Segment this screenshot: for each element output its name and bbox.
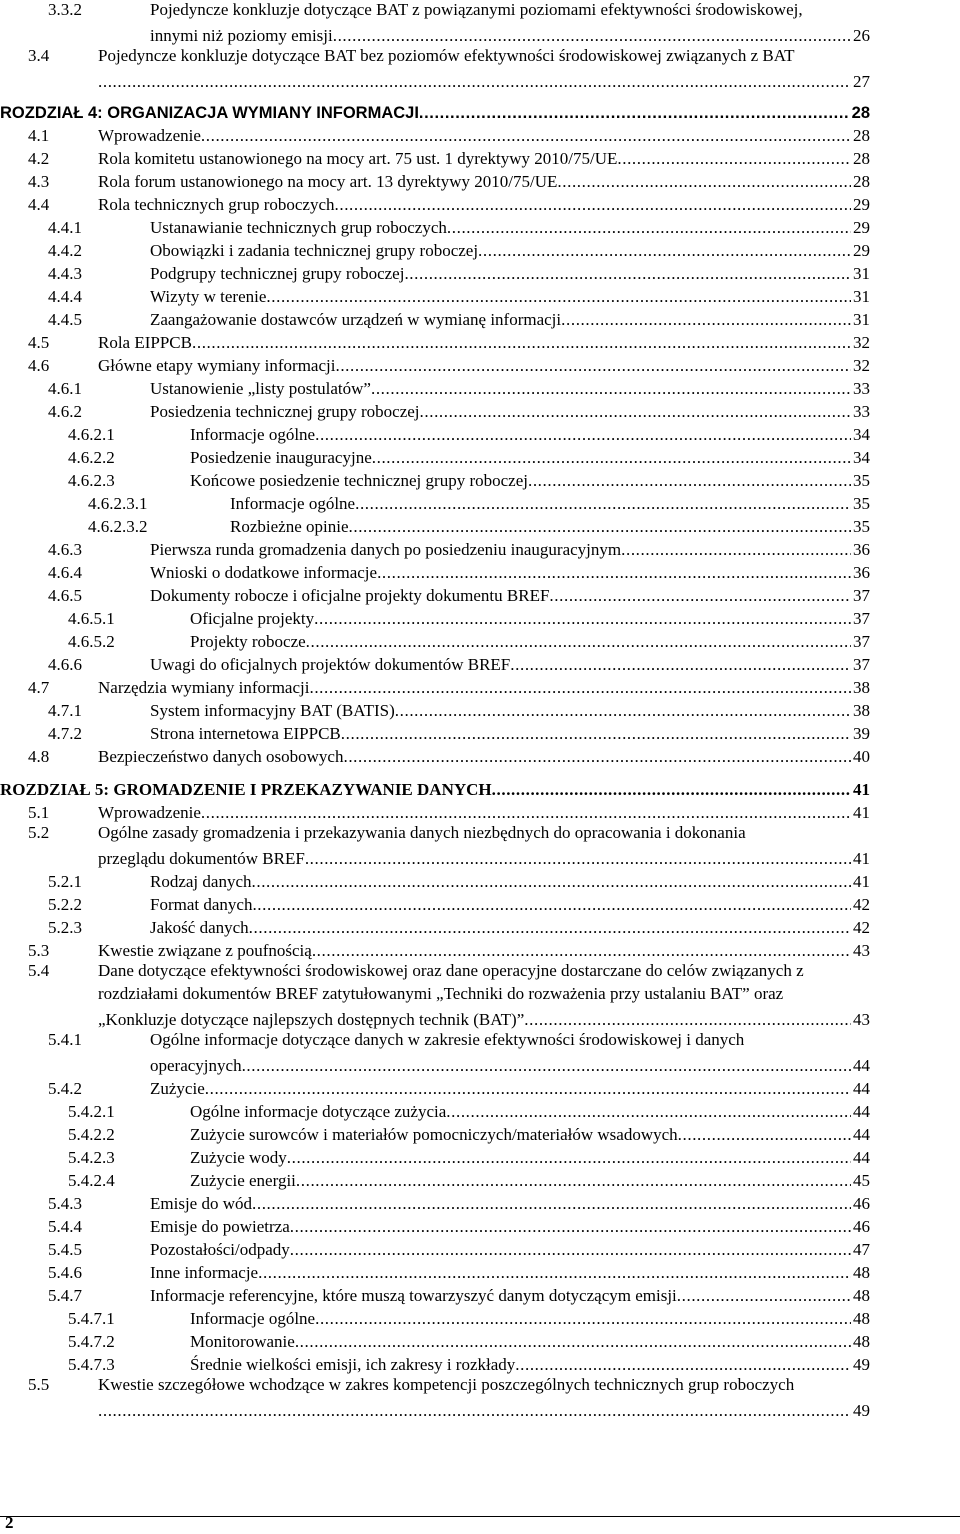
toc-entry-page: 48 <box>853 1286 870 1305</box>
toc-entry-page: 28 <box>853 149 870 168</box>
toc-entry-title: Strona internetowa EIPPCB <box>150 724 341 743</box>
dot-leader <box>561 310 851 330</box>
toc-entry-title: Format danych <box>150 895 253 914</box>
toc-entry[interactable] <box>0 777 870 800</box>
toc-entry-number: 4.6.5 <box>48 586 82 605</box>
toc-entry-title: Posiedzenie inauguracyjne <box>190 448 372 467</box>
page-number: 2 <box>5 1513 14 1532</box>
toc-entry-number: 5.4.7.2 <box>68 1332 115 1351</box>
toc-entry[interactable] <box>88 514 870 537</box>
toc-entry-page: 31 <box>853 264 870 283</box>
toc-entry[interactable] <box>48 1237 870 1260</box>
toc-entry-title: Wizyty w terenie <box>150 287 267 306</box>
toc-entry[interactable] <box>28 146 870 169</box>
toc-entry[interactable] <box>28 353 870 376</box>
toc-entry-title: ROZDZIAŁ 5: GROMADZENIE I PRZEKAZYWANIE DANYCH <box>0 780 492 799</box>
toc-entry[interactable] <box>28 169 870 192</box>
toc-entry-number: 5.4.7 <box>48 1286 82 1305</box>
footer-divider <box>0 1516 960 1517</box>
toc-entry-page: 48 <box>853 1332 870 1351</box>
toc-entry-title: Posiedzenia technicznej grupy roboczej <box>150 402 420 421</box>
toc-entry-number: 4.2 <box>28 149 50 168</box>
dot-leader <box>349 517 852 537</box>
toc-entry-number: 4.3 <box>28 172 50 191</box>
dot-leader <box>377 563 851 583</box>
toc-entry-page: 31 <box>853 310 870 329</box>
toc-entry-page: 33 <box>853 379 870 398</box>
toc-entry-number: 4.6.6 <box>48 655 82 674</box>
toc-entry-title: Emisje do wód <box>150 1194 252 1213</box>
toc-entry[interactable] <box>28 123 870 146</box>
toc-entry-page: 42 <box>853 918 870 937</box>
toc-entry-number: 5.4.2.1 <box>68 1102 115 1121</box>
toc-entry-title-continued: Pojedyncze konkluzje dotyczące BAT z powiązanymi poziomami efektywności środowiskowej, <box>150 0 803 19</box>
toc-entry-number: 5.4.5 <box>48 1240 82 1259</box>
toc-entry[interactable] <box>48 399 870 422</box>
toc-entry[interactable] <box>68 606 870 629</box>
dot-leader <box>492 780 851 800</box>
toc-entry-number: 4.4.1 <box>48 218 82 237</box>
toc-entry-page: 41 <box>853 872 870 891</box>
toc-entry-number: 4.6.2 <box>48 402 82 421</box>
dot-leader <box>315 425 851 445</box>
toc-entry-title: innymi niż poziomy emisji <box>150 26 333 45</box>
toc-entry-page: 36 <box>853 540 870 559</box>
dot-leader <box>355 494 851 514</box>
toc-entry-page: 37 <box>853 632 870 651</box>
toc-entry-page: 41 <box>853 803 870 822</box>
toc-entry-title-continued: 3.3.2 <box>48 0 82 19</box>
toc-entry-page: 46 <box>853 1194 870 1213</box>
toc-entry-title: Informacje referencyjne, które muszą towarzyszyć danym dotyczącym emisji <box>150 1286 677 1305</box>
toc-entry-title: Ustanowienie „listy postulatów” <box>150 379 371 398</box>
toc-entry[interactable] <box>28 744 870 767</box>
dot-leader <box>395 701 851 721</box>
toc-entry-number: 5.4.6 <box>48 1263 82 1282</box>
toc-entry-title: Zużycie wody <box>190 1148 287 1167</box>
toc-entry-page: 49 <box>853 1401 870 1420</box>
toc-entry[interactable] <box>48 1260 870 1283</box>
dot-leader <box>420 402 851 422</box>
toc-entry[interactable] <box>48 892 870 915</box>
toc-entry-page: 38 <box>853 678 870 697</box>
toc-entry[interactable] <box>68 1122 870 1145</box>
toc-entry-number: 4.4.2 <box>48 241 82 260</box>
toc-entry-page: 44 <box>853 1102 870 1121</box>
toc-entry-page: 34 <box>853 448 870 467</box>
toc-entry-page: 48 <box>853 1309 870 1328</box>
toc-entry-page: 26 <box>853 26 870 45</box>
toc-entry-number: 4.6.4 <box>48 563 82 582</box>
toc-entry-number: 5.1 <box>28 803 50 822</box>
dot-leader <box>371 379 851 399</box>
toc-entry-page: 28 <box>851 104 870 122</box>
toc-entry-page: 41 <box>853 849 870 868</box>
dot-leader <box>314 609 851 629</box>
toc-entry-page: 31 <box>853 287 870 306</box>
toc-entry-title: przeglądu dokumentów BREF <box>98 849 305 868</box>
toc-entry-title: Informacje ogólne <box>230 494 356 513</box>
toc-entry-number: 4.6.2.3 <box>68 471 115 490</box>
toc-entry-number: 5.4.2.3 <box>68 1148 115 1167</box>
toc-entry-number: 4.5 <box>28 333 50 352</box>
dot-leader <box>549 586 851 606</box>
toc-entry[interactable] <box>68 1145 870 1168</box>
dot-leader <box>98 1401 851 1421</box>
toc-entry[interactable] <box>48 583 870 606</box>
toc-entry-page: 32 <box>853 333 870 352</box>
toc-entry-title-continued: 5.4 <box>28 961 50 980</box>
toc-entry-title: operacyjnych <box>150 1056 242 1075</box>
toc-entry-title-continued: Kwestie szczegółowe wchodzące w zakres kompetencji poszczególnych technicznych grup roboczych <box>98 1375 795 1394</box>
dot-leader <box>201 126 851 146</box>
dot-leader <box>678 1125 851 1145</box>
toc-entry-title: Emisje do powietrza <box>150 1217 290 1236</box>
dot-leader <box>252 895 851 915</box>
toc-entry-page: 42 <box>853 895 870 914</box>
dot-leader <box>296 1171 851 1191</box>
toc-entry-title: ROZDZIAŁ 4: ORGANIZACJA WYMIANY INFORMACJI <box>0 104 419 122</box>
toc-entry-title: Rola komitetu ustanowionego na mocy art. 75 ust. 1 dyrektywy 2010/75/UE <box>98 149 618 168</box>
toc-entry-title: Wprowadzenie <box>98 803 201 822</box>
toc-entry-title: Oficjalne projekty <box>190 609 315 628</box>
toc-entry[interactable] <box>48 721 870 744</box>
toc-entry[interactable] <box>48 261 870 284</box>
dot-leader <box>266 287 851 307</box>
toc-entry-page: 47 <box>853 1240 870 1259</box>
dot-leader <box>315 1309 851 1329</box>
toc-entry[interactable] <box>68 1329 870 1352</box>
toc-entry-page: 37 <box>853 609 870 628</box>
dot-leader <box>335 195 852 215</box>
toc-entry[interactable] <box>68 445 870 468</box>
toc-entry-title: Zużycie surowców i materiałów pomocniczych/materiałów wsadowych <box>190 1125 678 1144</box>
toc-entry[interactable] <box>48 537 870 560</box>
toc-entry-number: 4.6.5.2 <box>68 632 115 651</box>
toc-entry-number: 5.2.3 <box>48 918 82 937</box>
toc-entry-number: 4.7.2 <box>48 724 82 743</box>
toc-entry-title: Podgrupy technicznej grupy roboczej <box>150 264 405 283</box>
toc-entry[interactable] <box>88 491 870 514</box>
dot-leader <box>341 724 851 744</box>
toc-entry-title: Monitorowanie <box>190 1332 295 1351</box>
dot-leader <box>677 1286 851 1306</box>
dot-leader <box>252 1194 851 1214</box>
dot-leader <box>98 72 851 92</box>
toc-entry-page: 37 <box>853 655 870 674</box>
dot-leader <box>510 655 851 675</box>
toc-entry-title: Średnie wielkości emisji, ich zakresy i rozkłady <box>190 1355 516 1374</box>
toc-entry[interactable] <box>48 560 870 583</box>
dot-leader <box>205 1079 851 1099</box>
toc-entry[interactable] <box>98 846 870 869</box>
dot-leader <box>258 1263 851 1283</box>
toc-entry-number: 5.2.2 <box>48 895 82 914</box>
toc-entry-number: 4.6.2.3.2 <box>88 517 148 536</box>
toc-entry-page: 44 <box>853 1148 870 1167</box>
toc-entry[interactable] <box>28 675 870 698</box>
toc-entry-page: 44 <box>853 1125 870 1144</box>
dot-leader <box>372 448 851 468</box>
toc-entry-title: Rozbieżne opinie <box>230 517 349 536</box>
toc-entry[interactable] <box>68 1099 870 1122</box>
toc-entry-title: Rola technicznych grup roboczych <box>98 195 335 214</box>
toc-entry-page: 36 <box>853 563 870 582</box>
toc-entry[interactable] <box>48 1214 870 1237</box>
toc-entry-number: 5.4.2 <box>48 1079 82 1098</box>
dot-leader <box>192 333 851 353</box>
toc-entry-title-continued: 5.2 <box>28 823 50 842</box>
toc-entry-page: 33 <box>853 402 870 421</box>
toc-entry-number: 4.6.2.1 <box>68 425 115 444</box>
toc-entry[interactable] <box>48 698 870 721</box>
toc-entry-title-continued: 3.4 <box>28 46 50 65</box>
toc-entry[interactable] <box>48 284 870 307</box>
toc-entry-page: 32 <box>853 356 870 375</box>
toc-entry-number: 4.6.5.1 <box>68 609 115 628</box>
toc-entry-number: 5.2.1 <box>48 872 82 891</box>
toc-entry-page: 40 <box>853 747 870 766</box>
toc-entry[interactable] <box>28 192 870 215</box>
toc-entry[interactable] <box>48 376 870 399</box>
dot-leader <box>419 103 850 123</box>
toc-entry-number: 5.4.3 <box>48 1194 82 1213</box>
toc-entry[interactable] <box>68 1352 870 1375</box>
toc-entry-title-continued: Ogólne informacje dotyczące danych w zakresie efektywności środowiskowej i danych <box>150 1030 745 1049</box>
toc-entry-title: Bezpieczeństwo danych osobowych <box>98 747 344 766</box>
dot-leader <box>252 872 852 892</box>
toc-entry-number: 4.4.3 <box>48 264 82 283</box>
toc-entry-title: System informacyjny BAT (BATIS) <box>150 701 395 720</box>
toc-entry-number: 4.6 <box>28 356 50 375</box>
toc-entry-page: 28 <box>853 172 870 191</box>
toc-entry-number: 4.1 <box>28 126 50 145</box>
toc-entry-title: Narzędzia wymiany informacji <box>98 678 310 697</box>
toc-entry-page: 38 <box>853 701 870 720</box>
dot-leader <box>557 172 851 192</box>
toc-entry-title-continued: Dane dotyczące efektywności środowiskowej oraz dane operacyjne dostarczane do celów związanych z <box>98 961 804 980</box>
toc-entry-title: Dokumenty robocze i oficjalne projekty dokumentu BREF <box>150 586 550 605</box>
toc-entry[interactable] <box>68 422 870 445</box>
toc-entry-title: Pierwsza runda gromadzenia danych po posiedzeniu inauguracyjnym <box>150 540 622 559</box>
toc-entry[interactable] <box>98 1007 870 1030</box>
dot-leader <box>617 149 851 169</box>
toc-entry-title: Końcowe posiedzenie technicznej grupy roboczej <box>190 471 528 490</box>
toc-entry-number: 5.4.2.2 <box>68 1125 115 1144</box>
toc-entry-page: 29 <box>853 218 870 237</box>
toc-entry-number: 5.4.2.4 <box>68 1171 115 1190</box>
dot-leader <box>312 941 851 961</box>
toc-entry[interactable] <box>48 238 870 261</box>
toc-entry-number: 4.6.2.3.1 <box>88 494 148 513</box>
dot-leader <box>404 264 851 284</box>
toc-entry-number: 4.4.5 <box>48 310 82 329</box>
toc-entry-page: 29 <box>853 195 870 214</box>
toc-entry[interactable] <box>48 215 870 238</box>
dot-leader <box>333 26 851 46</box>
toc-entry[interactable] <box>48 1191 870 1214</box>
toc-entry[interactable] <box>98 1398 870 1421</box>
toc-entry-page: 44 <box>853 1056 870 1075</box>
toc-entry[interactable] <box>98 69 870 92</box>
toc-entry-title: Zaangażowanie dostawców urządzeń w wymianę informacji <box>150 310 562 329</box>
toc-entry[interactable] <box>48 652 870 675</box>
toc-entry-page: 46 <box>853 1217 870 1236</box>
toc-entry-page: 45 <box>853 1171 870 1190</box>
toc-entry-page: 44 <box>853 1079 870 1098</box>
toc-entry[interactable] <box>68 1168 870 1191</box>
dot-leader <box>524 1010 851 1030</box>
toc-entry-number: 4.7 <box>28 678 50 697</box>
toc-entry-title: Wnioski o dodatkowe informacje <box>150 563 378 582</box>
toc-entry-page: 35 <box>853 517 870 536</box>
toc-entry[interactable] <box>28 938 870 961</box>
toc-entry[interactable] <box>0 100 870 123</box>
toc-entry-title: Kwestie związane z poufnością <box>98 941 312 960</box>
toc-entry-page: 29 <box>853 241 870 260</box>
toc-entry[interactable] <box>150 1053 870 1076</box>
toc-entry-number: 5.3 <box>28 941 50 960</box>
dot-leader <box>528 471 851 491</box>
toc-entry-title: Pozostałości/odpady <box>150 1240 290 1259</box>
toc-entry-title: Obowiązki i zadania technicznej grupy roboczej <box>150 241 479 260</box>
toc-entry-page: 41 <box>853 780 870 799</box>
toc-entry-number: 4.7.1 <box>48 701 82 720</box>
dot-leader <box>447 218 851 238</box>
dot-leader <box>287 1148 851 1168</box>
dot-leader <box>295 1332 851 1352</box>
dot-leader <box>309 678 851 698</box>
toc-entry-title: Informacje ogólne <box>190 425 316 444</box>
toc-entry-title: Informacje ogólne <box>190 1309 316 1328</box>
toc-entry-page: 27 <box>853 72 870 91</box>
toc-entry-title: Rola EIPPCB <box>98 333 192 352</box>
toc-entry-page: 28 <box>853 126 870 145</box>
dot-leader <box>306 632 851 652</box>
dot-leader <box>290 1240 851 1260</box>
toc-entry[interactable] <box>68 629 870 652</box>
toc-entry-title: Ustanawianie technicznych grup roboczych <box>150 218 447 237</box>
toc-entry-number: 4.6.2.2 <box>68 448 115 467</box>
toc-entry[interactable] <box>48 1283 870 1306</box>
toc-entry[interactable] <box>48 307 870 330</box>
dot-leader <box>249 918 851 938</box>
toc-entry-title: Główne etapy wymiany informacji <box>98 356 336 375</box>
toc-entry-page: 35 <box>853 471 870 490</box>
toc-entry-page: 37 <box>853 586 870 605</box>
toc-entry-page: 43 <box>853 941 870 960</box>
toc-entry-title-continued: Pojedyncze konkluzje dotyczące BAT bez poziomów efektywności środowiskowej związanych z BAT <box>98 46 795 65</box>
toc-entry[interactable] <box>48 1076 870 1099</box>
toc-entry-page: 34 <box>853 425 870 444</box>
dot-leader <box>446 1102 851 1122</box>
toc-entry-page: 48 <box>853 1263 870 1282</box>
toc-entry-page: 49 <box>853 1355 870 1374</box>
toc-entry[interactable] <box>68 1306 870 1329</box>
dot-leader <box>242 1056 851 1076</box>
toc-entry-number: 4.6.3 <box>48 540 82 559</box>
toc-entry-title: Rola forum ustanowionego na mocy art. 13 dyrektywy 2010/75/UE <box>98 172 558 191</box>
dot-leader <box>343 747 851 767</box>
toc-entry[interactable] <box>48 915 870 938</box>
toc-entry-title: „Konkluzje dotyczące najlepszych dostępnych technik (BAT)” <box>98 1010 525 1029</box>
toc-entry-number: 5.4.4 <box>48 1217 82 1236</box>
toc-entry[interactable] <box>68 468 870 491</box>
toc-entry-number: 4.8 <box>28 747 50 766</box>
toc-entry-title-continued: 5.5 <box>28 1375 50 1394</box>
toc-entry-number: 4.4 <box>28 195 50 214</box>
dot-leader <box>335 356 851 376</box>
toc-entry-title-continued: 5.4.1 <box>48 1030 82 1049</box>
toc-entry-title: Wprowadzenie <box>98 126 201 145</box>
toc-entry-page: 35 <box>853 494 870 513</box>
toc-entry-title: Zużycie <box>150 1079 205 1098</box>
dot-leader <box>201 803 851 823</box>
toc-entry-title: Projekty robocze <box>190 632 306 651</box>
toc-entry-number: 4.6.1 <box>48 379 82 398</box>
dot-leader <box>478 241 851 261</box>
dot-leader <box>290 1217 851 1237</box>
toc-entry-title: Rodzaj danych <box>150 872 252 891</box>
toc-entry[interactable] <box>28 330 870 353</box>
toc-entry-number: 5.4.7.3 <box>68 1355 115 1374</box>
toc-entry-number: 5.4.7.1 <box>68 1309 115 1328</box>
toc-entry-number: 4.4.4 <box>48 287 82 306</box>
toc-entry-page: 43 <box>853 1010 870 1029</box>
toc-entry[interactable] <box>150 23 870 46</box>
dot-leader <box>305 849 851 869</box>
toc-entry-title: Inne informacje <box>150 1263 259 1282</box>
toc-entry-title-continued: rozdziałami dokumentów BREF zatytułowanymi „Techniki do rozważenia przy ustalaniu BAT” oraz <box>98 984 784 1003</box>
toc-entry-title: Jakość danych <box>150 918 249 937</box>
toc-entry[interactable] <box>48 869 870 892</box>
toc-entry-title: Uwagi do oficjalnych projektów dokumentów BREF <box>150 655 511 674</box>
toc-entry-page: 39 <box>853 724 870 743</box>
dot-leader <box>621 540 851 560</box>
toc-entry-title-continued: Ogólne zasady gromadzenia i przekazywania danych niezbędnych do opracowania i dokonania <box>98 823 746 842</box>
toc-entry-title: Zużycie energii <box>190 1171 296 1190</box>
dot-leader <box>515 1355 851 1375</box>
toc-entry[interactable] <box>28 800 870 823</box>
toc-entry-title: Ogólne informacje dotyczące zużycia <box>190 1102 447 1121</box>
